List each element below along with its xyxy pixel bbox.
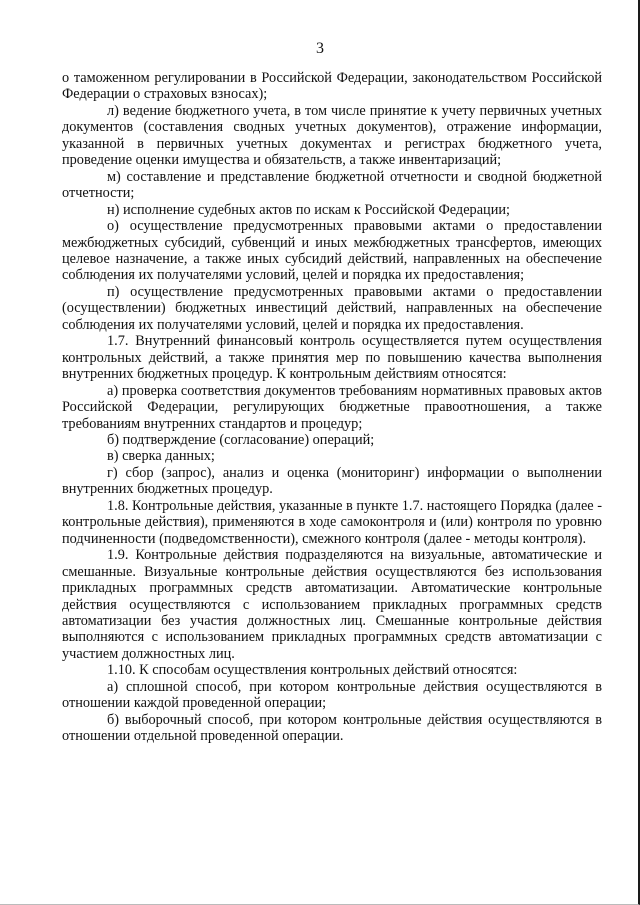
paragraph-section-1-9: 1.9. Контрольные действия подразделяются на визуальные, автоматические и смешанные. Визуальные контрольные действия осуществляются без использования прикладных программных средств автоматизации. Автоматические контрольные действия осуществляются с использованием прикладных программных средств автоматизации без участия должностных лиц. Смешанные контрольные действия выполняются с использованием прикладных программных средств автоматизации с участием должностных лиц. (62, 547, 602, 662)
paragraph-item-a-check: а) проверка соответствия документов требованиям нормативных правовых актов Российской Федерации, регулирующих бюджетные правоотношения, а также требованиям внутренних стандартов и процедур; (62, 382, 602, 432)
page-number: 3 (316, 40, 324, 57)
document-body (62, 70, 602, 745)
paragraph-item-o: о) осуществление предусмотренных правовыми актами о предоставлении межбюджетных субсидий, субвенций и иных межбюджетных трансфертов, имеющих целевое назначение, а также иных субсидий действий, направленных на обеспечение соблюдения их получателями условий, целей и порядка их предоставления; (62, 218, 602, 284)
paragraph-section-1-10: 1.10. К способам осуществления контрольных действий относятся: (107, 662, 518, 679)
paragraph-item-l: л) ведение бюджетного учета, в том числе принятие к учету первичных учетных документов (составления сводных учетных документов), отражение информации, указанной в первичных учетных документах и регистрах бюджетного учета, проведение оценки имущества и обязательств, а также инвентаризаций; (62, 102, 602, 169)
paragraph-item-b-confirm: б) подтверждение (согласование) операций; (107, 431, 375, 448)
paragraph-section-1-7: 1.7. Внутренний финансовый контроль осуществляется путем осуществления контрольных действий, а также принятия мер по повышению качества выполнения внутренних бюджетных процедур. К контрольным действиям относятся: (62, 333, 602, 383)
paragraph-item-m: м) составление и представление бюджетной отчетности и сводной бюджетной отчетности; (62, 168, 602, 202)
paragraph-item-b-selective: б) выборочный способ, при котором контрольные действия осуществляются в отношении отдельной проведенной операции. (62, 711, 602, 745)
paragraph-item-p: п) осуществление предусмотренных правовыми актами о предоставлении (осуществлении) бюджетных инвестиций действий, направленных на обеспечение соблюдения их получателями условий, целей и порядка их предоставления. (62, 283, 602, 333)
paragraph-item-n: н) исполнение судебных актов по искам к Российской Федерации; (107, 201, 510, 218)
paragraph-customs-end: о таможенном регулировании в Российской Федерации, законодательством Российской Федерации о страховых взносах); (62, 70, 602, 103)
paragraph-item-a-continuous: а) сплошной способ, при котором контрольные действия осуществляются в отношении каждой проведенной операции; (62, 678, 602, 712)
paragraph-item-v-reconcile: в) сверка данных; (107, 448, 215, 465)
paragraph-section-1-8: 1.8. Контрольные действия, указанные в пункте 1.7. настоящего Порядка (далее - контрольные действия), применяются в ходе самоконтроля и (или) контроля по уровню подчиненности (подведомственности), смежного контроля (далее - методы контроля). (62, 497, 602, 547)
paragraph-item-g-collect: г) сбор (запрос), анализ и оценка (мониторинг) информации о выполнении внутренних бюджетных процедур. (62, 464, 602, 498)
